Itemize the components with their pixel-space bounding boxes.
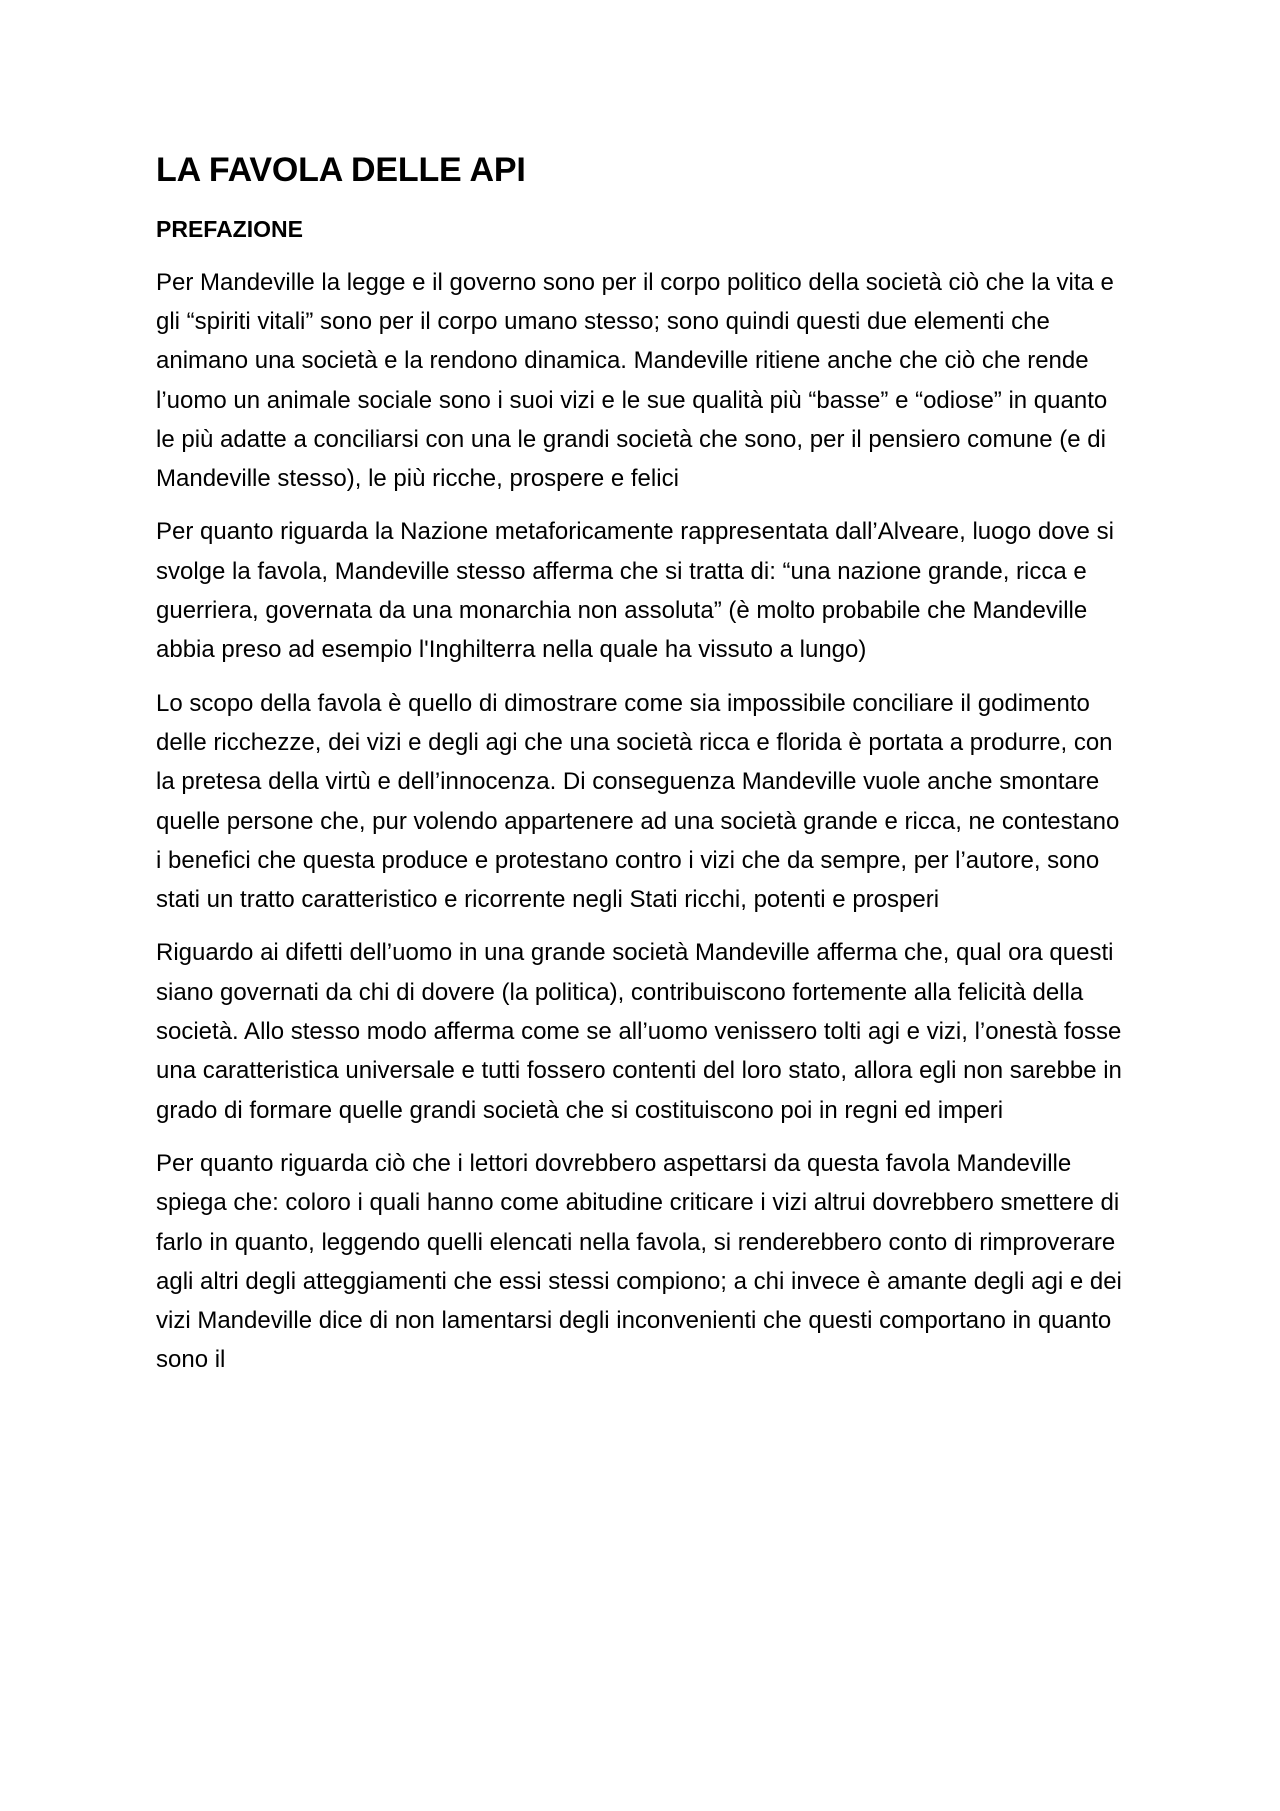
paragraph-4: Riguardo ai difetti dell’uomo in una grande società Mandeville afferma che, qual ora questi siano governati da chi di dovere (la politica), contribuiscono fortemente alla felicità della società. Allo stesso modo afferma come se all’uomo venissero tolti agi e vizi, l’onestà fosse una caratteristica universale e tutti fossero contenti del loro stato, allora egli non sarebbe in grado di formare quelle grandi società che si costituiscono poi in regni ed imperi [156,939,1122,1124]
paragraph-3: Lo scopo della favola è quello di dimostrare come sia impossibile conciliare il godimento delle ricchezze, dei vizi e degli agi che una società ricca e florida è portata a produrre, con la pretesa della virtù e dell’innocenza. Di conseguenza Mandeville vuole anche smontare quelle persone che, pur volendo appartenere ad una società grande e ricca, ne contestano i benefici che questa produce e protestano contro i vizi che da sempre, per l’autore, sono stati un tratto caratteristico e ricorrente negli Stati ricchi, potenti e prosperi [156,689,1120,914]
document-title: LA FAVOLA DELLE API [156,151,526,189]
paragraph-1: Per Mandeville la legge e il governo sono per il corpo politico della società ciò che la vita e gli “spiriti vitali” sono per il corpo umano stesso; sono quindi questi due elementi che animano una società e la rendono dinamica. Mandeville ritiene anche che ciò che rende l’uomo un animale sociale sono i suoi vizi e le sue qualità più “basse” e “odiose” in quanto le più adatte a conciliarsi con una le grandi società che sono, per il pensiero comune (e di Mandeville stesso), le più ricche, prospere e felici [156,268,1114,493]
document-page [156,150,1126,1394]
paragraph-5: Per quanto riguarda ciò che i lettori dovrebbero aspettarsi da questa favola Mandeville spiega che: coloro i quali hanno come abitudine criticare i vizi altrui dovrebbero smettere di farlo in quanto, leggendo quelli elencati nella favola, si renderebbero conto di rimproverare agli altri degli atteggiamenti che essi stessi compiono; a chi invece è amante degli agi e dei vizi Mandeville dice di non lamentarsi degli inconvenienti che questi comportano in quanto sono il [156,1149,1122,1374]
paragraph-2: Per quanto riguarda la Nazione metaforicamente rappresentata dall’Alveare, luogo dove si svolge la favola, Mandeville stesso afferma che si tratta di: “una nazione grande, ricca e guerriera, governata da una monarchia non assoluta” (è molto probabile che Mandeville abbia preso ad esempio l'Inghilterra nella quale ha vissuto a lungo) [156,518,1114,664]
section-heading: PREFAZIONE [156,215,303,242]
